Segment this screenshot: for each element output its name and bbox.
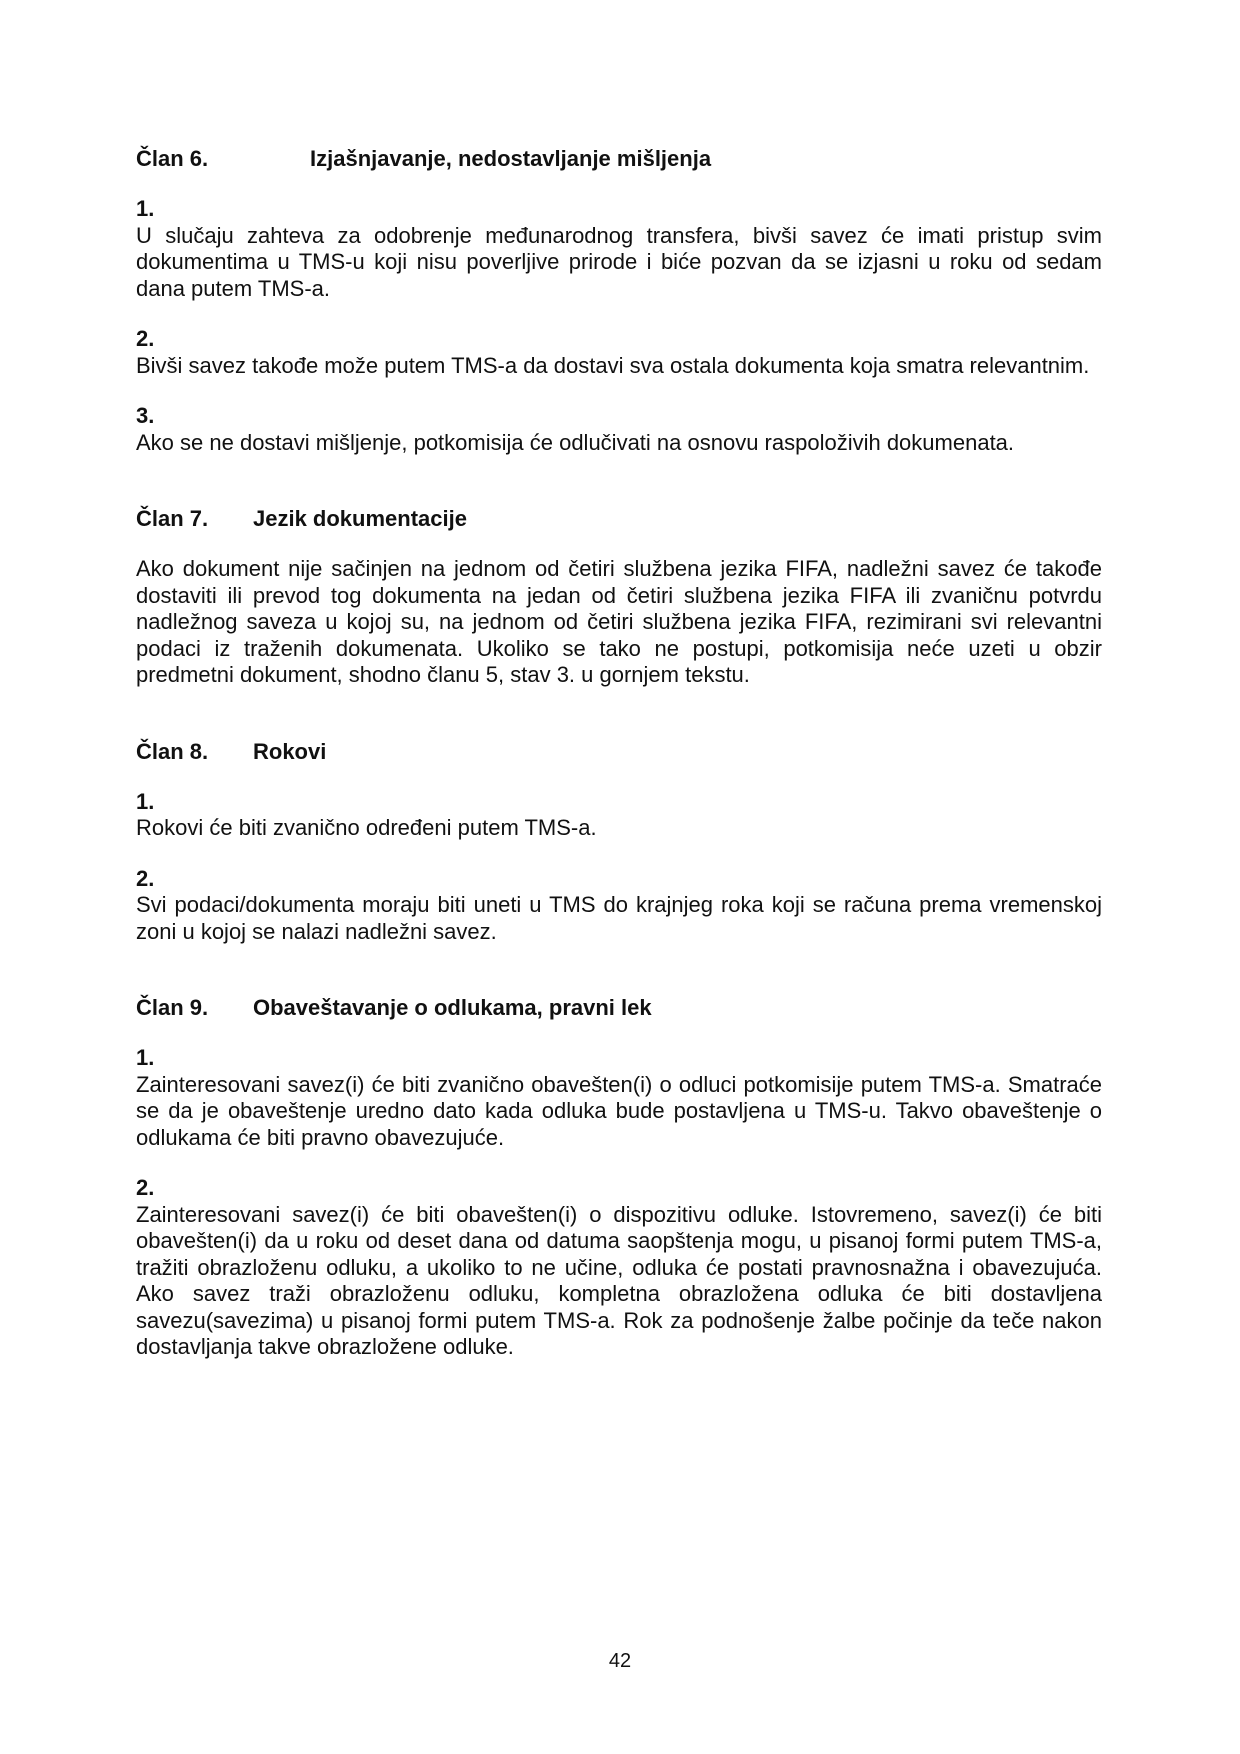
paragraph-3 [136,403,1102,456]
article-heading [136,506,1102,532]
paragraph-number: 1. [136,788,155,814]
article-title: Rokovi [253,738,327,764]
paragraph-number: 2. [136,326,155,351]
paragraph-2 [136,866,1102,946]
paragraph-number: 1. [136,1045,155,1070]
document-page [136,146,1102,1361]
paragraph-1 [136,196,1102,302]
paragraph-2 [136,326,1102,379]
article-number: Član 9. [136,995,209,1020]
paragraph-text: Zainteresovani savez(i) će biti zvanično obavešten(i) o odluci potkomisije putem TMS-a. Smatraće se da je obaveštenje uredno dato kada odluka bude postavljena u TMS-u. Takvo obaveštenje o odlukama će biti pravno obavezujuće. [136,1071,1102,1150]
paragraph-1 [136,1045,1102,1151]
article-6 [136,146,1102,456]
article-number: Član 8. [136,738,209,764]
article-title: Jezik dokumentacije [253,506,467,531]
article-heading [136,146,1102,172]
article-title: Obaveštavanje o odlukama, pravni lek [253,995,652,1020]
paragraph-number: 3. [136,403,155,428]
article-number: Član 7. [136,506,209,531]
paragraph-text: Zainteresovani savez(i) će biti obavešten(i) o dispozitivu odluke. Istovremeno, savez(i) će biti obavešten(i) da u roku od deset dana od datuma saopštenja mogu, u pisanoj formi putem TMS-a, tražiti obrazloženu odluku, a ukoliko to ne učine, odluka će postati pravnosnažna i obavezujuća. Ako savez traži obrazloženu odluku, kompletna obrazložena odluka će biti dostavljena savezu(savezima) u pisanoj formi putem TMS-a. Rok za podnošenje žalbe počinje da teče nakon dostavljanja takve obrazložene odluke. [136,1201,1102,1359]
paragraph-number: 2. [136,865,155,891]
paragraph-text: Ako se ne dostavi mišljenje, potkomisija će odlučivati na osnovu raspoloživih dokumenata. [136,429,1015,455]
paragraph-text: Ako dokument nije sačinjen na jednom od četiri službena jezika FIFA, nadležni savez će takođe dostaviti ili prevod tog dokumenta na jedan od četiri službena jezika FIFA ili zvaničnu potvrdu nadležnog saveza u kojoj su, na jednom od četiri službena jezika FIFA, rezimirani svi relevantni podaci iz traženih dokumenata. Ukoliko se tako ne postupi, potkomisija neće uzeti u obzir predmetni dokument, shodno članu 5, stav 3. u gornjem tekstu. [136,556,1102,687]
article-7 [136,506,1102,689]
article-number: Član 6. [136,146,209,171]
paragraph-text: Svi podaci/dokumenta moraju biti uneti u TMS do krajnjeg roka koji se računa prema vremenskoj zoni u kojoj se nalazi nadležni savez. [136,892,1102,944]
paragraph-1 [136,556,1102,689]
article-8 [136,739,1102,946]
article-heading [136,995,1102,1021]
paragraph-number: 1. [136,196,155,221]
paragraph-text: U slučaju zahteva za odobrenje međunarodnog transfera, bivši savez će imati pristup svim dokumentima u TMS-u koji nisu poverljive prirode i biće pozvan da se izjasni u roku od sedam dana putem TMS-a. [136,222,1102,301]
page-number: 42 [608,1650,632,1672]
paragraph-1 [136,789,1102,842]
article-9 [136,995,1102,1361]
article-heading [136,739,1102,765]
article-title: Izjašnjavanje, nedostavljanje mišljenja [310,146,712,171]
paragraph-text: Bivši savez takođe može putem TMS-a da dostavi sva ostala dokumenta koja smatra relevantnim. [136,352,1090,378]
paragraph-text: Rokovi će biti zvanično određeni putem TMS-a. [136,815,597,840]
paragraph-number: 2. [136,1175,155,1200]
paragraph-2 [136,1175,1102,1361]
